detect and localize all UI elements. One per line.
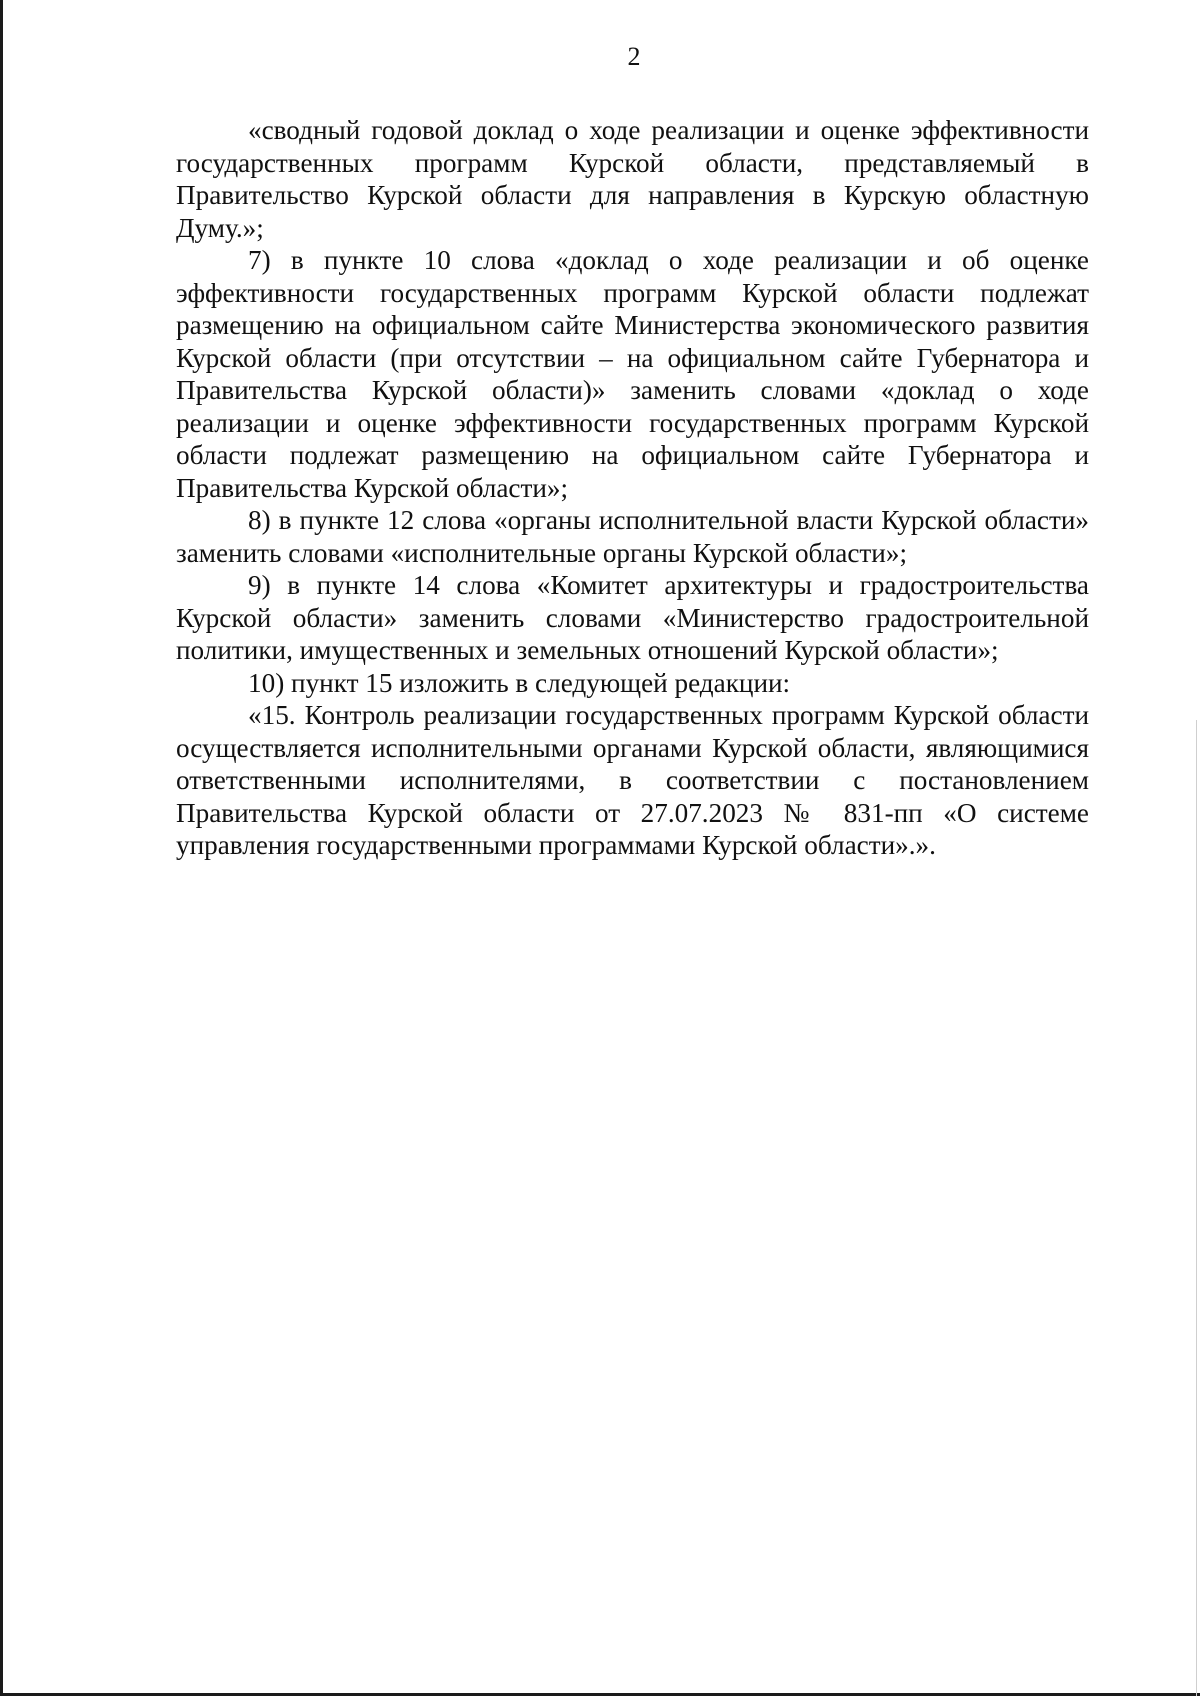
paragraph-item-8: 8) в пункте 12 слова «органы исполнительной власти Курской области» заменить словами «исполнительные органы Курской области»; [176,505,1089,568]
scan-border-right [1196,720,1197,1696]
paragraph-item-10: 10) пункт 15 изложить в следующей редакции: [248,667,791,698]
paragraph-report-definition: «сводный годовой доклад о ходе реализации и оценке эффективности государственных программ Курской области, представляемый в Правительство Курской области для направления в Курскую областную Думу.»; [176,115,1089,243]
document-body [176,114,1089,862]
paragraph-item-9: 9) в пункте 14 слова «Комитет архитектуры и градостроительства Курской области» заменить словами «Министерство градостроительной политики, имущественных и земельных отношений Курской области»; [176,570,1089,665]
scan-border-left [0,0,3,1696]
paragraph-item-7: 7) в пункте 10 слова «доклад о ходе реализации и об оценке эффективности государственных программ Курской области подлежат размещению на официальном сайте Министерства экономического развития Курской области (при отсутствии – на официальном сайте Губернатора и Правительства Курской области)» заменить словами «доклад о ходе реализации и оценке эффективности государственных программ Курской области подлежат размещению на официальном сайте Губернатора и Правительства Курской области»; [176,245,1089,503]
page-number: 2 [627,42,641,71]
paragraph-item-15-text: «15. Контроль реализации государственных программ Курской области осуществляется исполнительными органами Курской области, являющимися ответственными исполнителями, в соответствии с постановлением Правительства Курской области от 27.07.2023 № 831-пп «О системе управления государственными программами Курской области».». [176,700,1089,860]
